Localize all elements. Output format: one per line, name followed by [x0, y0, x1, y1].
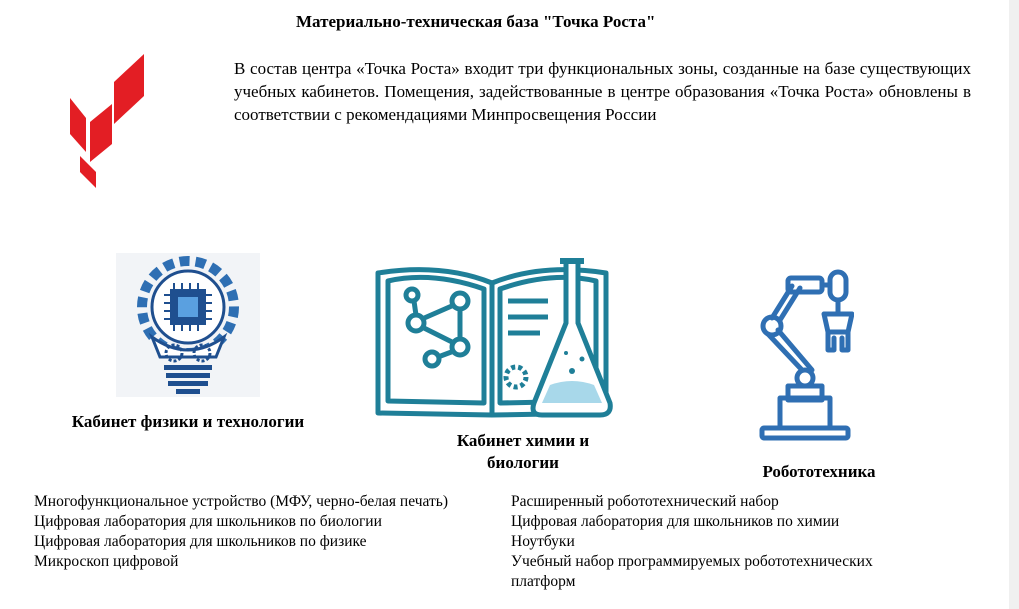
- lightbulb-chip-icon: [116, 253, 260, 397]
- intro-paragraph: В состав центра «Точка Роста» входит три функциональных зоны, созданные на базе существующих учебных кабинетов. Помещения, задействованные в центре образования «Точка Роста» обновлены в соответствии с рекомендациями Минпросвещения России: [234, 59, 971, 124]
- list-item: Цифровая лаборатория для школьников по биологии: [34, 513, 382, 530]
- zone-title-physics: Кабинет физики и технологии: [71, 412, 305, 431]
- list-item: Расширенный робототехнический набор: [511, 493, 779, 510]
- zone-title-chemistry: Кабинет химии и биологии: [456, 431, 590, 472]
- list-item: Микроскоп цифровой: [34, 553, 179, 570]
- equipment-list-right: [511, 492, 921, 592]
- book-flask-icon: [372, 253, 618, 425]
- page-edge: [1009, 0, 1019, 609]
- list-item: Многофункциональное устройство (МФУ, черно-белая печать): [34, 493, 448, 510]
- list-item: Цифровая лаборатория для школьников по физике: [34, 533, 367, 550]
- equipment-list-left: [34, 492, 504, 572]
- tochka-rosta-logo-icon: [56, 52, 152, 192]
- robot-arm-icon: [758, 268, 854, 442]
- list-item: Цифровая лаборатория для школьников по химии: [511, 513, 840, 530]
- list-item: Учебный набор программируемых робототехнических платформ: [511, 553, 873, 590]
- zone-title-robotics: Робототехника: [762, 462, 876, 481]
- list-item: Ноутбуки: [511, 533, 575, 550]
- page-title: Материально-техническая база "Точка Роста": [296, 12, 656, 31]
